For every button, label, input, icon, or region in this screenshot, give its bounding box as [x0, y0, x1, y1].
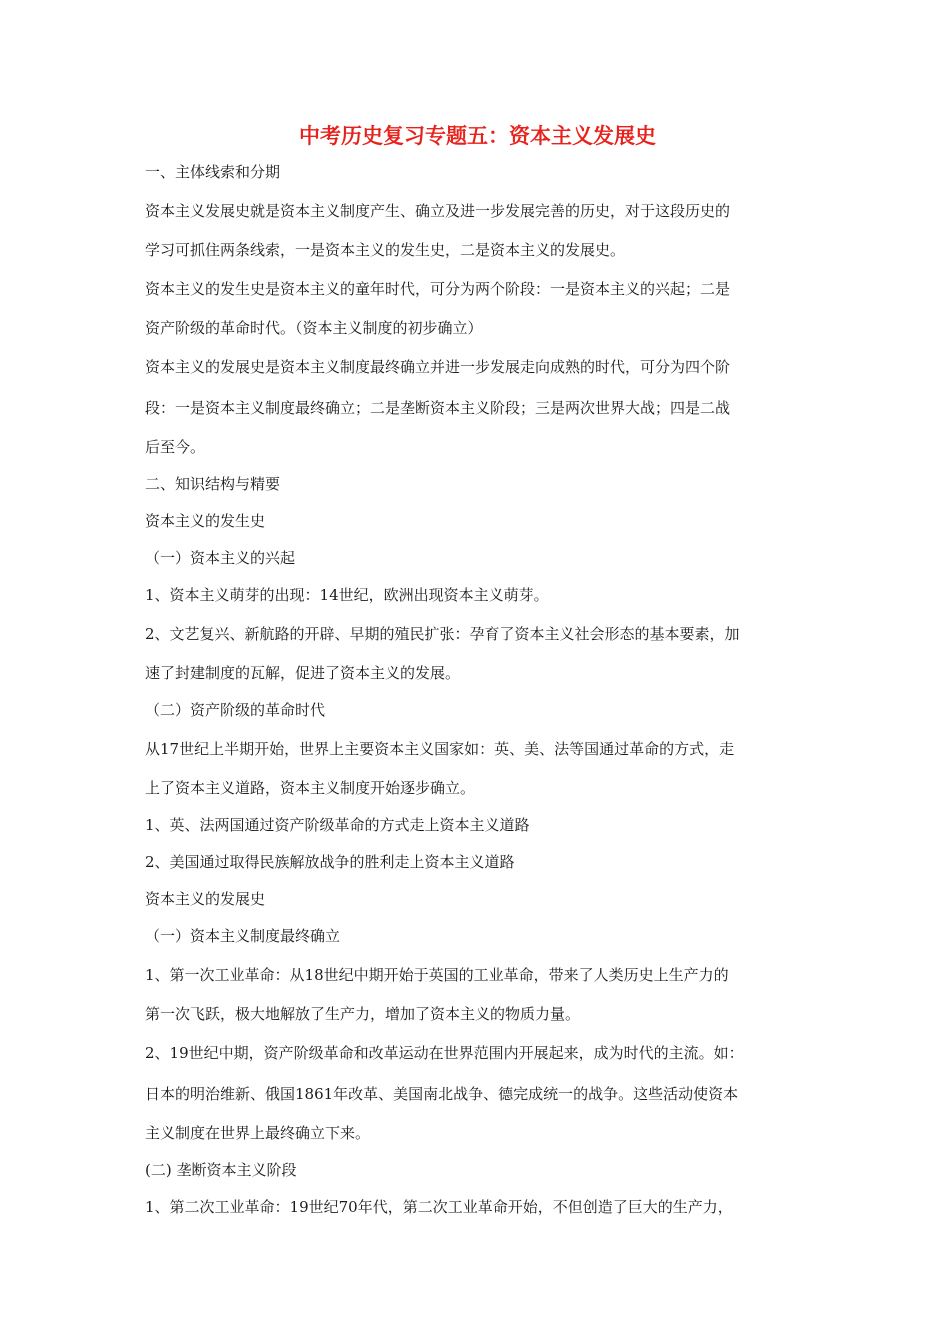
paragraph-line: 2、文艺复兴、新航路的开辟、早期的殖民扩张：孕育了资本主义社会形态的基本要素，加	[145, 625, 740, 643]
paragraph-line: 1、资本主义萌芽的出现：14世纪，欧洲出现资本主义萌芽。	[145, 586, 549, 604]
paragraph-line: 日本的明治维新、俄国1861年改革、美国南北战争、德完成统一的战争。这些活动使资本	[145, 1085, 739, 1103]
subsection-heading: 资本主义的发展史	[145, 890, 266, 908]
paragraph-line: 资本主义发展史就是资本主义制度产生、确立及进一步发展完善的历史，对于这段历史的	[145, 202, 731, 220]
paragraph-line: 1、英、法两国通过资产阶级革命的方式走上资本主义道路	[145, 816, 530, 834]
paragraph-line: 主义制度在世界上最终确立下来。	[145, 1124, 371, 1142]
paragraph-line: 2、美国通过取得民族解放战争的胜利走上资本主义道路	[145, 853, 515, 871]
paragraph-line: 上了资本主义道路，资本主义制度开始逐步确立。	[145, 779, 476, 797]
section-heading-2: 二、知识结构与精要	[145, 475, 281, 493]
paragraph-line: 1、第二次工业革命：19世纪70年代，第二次工业革命开始，不但创造了巨大的生产力，	[145, 1198, 733, 1216]
paragraph-line: 从17世纪上半期开始，世界上主要资本主义国家如：英、美、法等国通过革命的方式，走	[145, 740, 735, 758]
subsection-heading: （一）资本主义的兴起	[145, 549, 296, 567]
paragraph-line: 1、第一次工业革命：从18世纪中期开始于英国的工业革命，带来了人类历史上生产力的	[145, 966, 729, 984]
paragraph-line: 学习可抓住两条线索，一是资本主义的发生史，二是资本主义的发展史。	[145, 241, 626, 259]
paragraph-line: 2、19世纪中期，资产阶级革命和改革运动在世界范围内开展起来，成为时代的主流。如：	[145, 1044, 744, 1062]
paragraph-line: 段：一是资本主义制度最终确立；二是垄断资本主义阶段；三是两次世界大战；四是二战	[145, 399, 731, 417]
paragraph-line: 资产阶级的革命时代。（资本主义制度的初步确立）	[145, 319, 483, 337]
subsection-heading: 资本主义的发生史	[145, 512, 266, 530]
document-title: 中考历史复习专题五：资本主义发展史	[299, 123, 656, 148]
subsection-heading: (二) 垄断资本主义阶段	[145, 1161, 297, 1179]
paragraph-line: 资本主义的发展史是资本主义制度最终确立并进一步发展走向成熟的时代，可分为四个阶	[145, 358, 731, 376]
paragraph-line: 资本主义的发生史是资本主义的童年时代，可分为两个阶段：一是资本主义的兴起；二是	[145, 280, 731, 298]
paragraph-line: 后至今。	[145, 438, 206, 456]
paragraph-line: 速了封建制度的瓦解，促进了资本主义的发展。	[145, 664, 461, 682]
section-heading-1: 一、主体线索和分期	[145, 163, 281, 181]
paragraph-line: 第一次飞跃，极大地解放了生产力，增加了资本主义的物质力量。	[145, 1005, 581, 1023]
subsection-heading: （二）资产阶级的革命时代	[145, 701, 326, 719]
subsection-heading: （一）资本主义制度最终确立	[145, 927, 341, 945]
document-page	[145, 118, 810, 1226]
